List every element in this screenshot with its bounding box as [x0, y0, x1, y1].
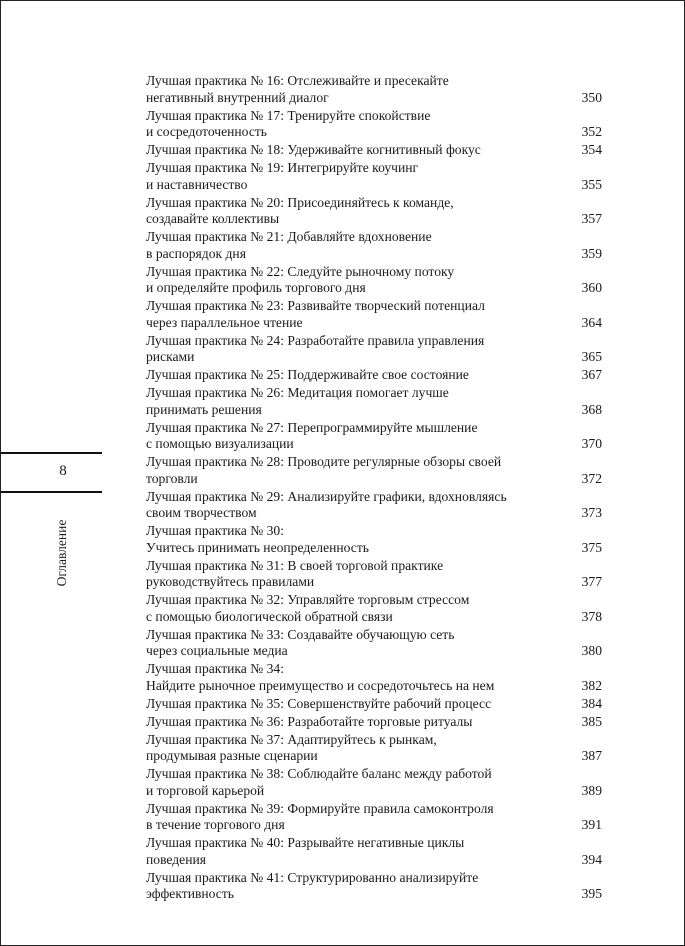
toc-entry-title-line: Лучшая практика № 30: — [146, 523, 284, 538]
toc-entry — [146, 592, 602, 625]
toc-entry — [146, 367, 602, 384]
toc-entry-page-number: 380 — [581, 643, 602, 658]
toc-entry-title-line: Лучшая практика № 26: Медитация помогает лучше — [146, 385, 449, 400]
toc-entry-page-number: 357 — [581, 211, 602, 226]
toc-entry-title — [146, 420, 562, 453]
toc-entry-title — [146, 732, 562, 765]
toc-entry-title-line: с помощью визуализации — [146, 436, 294, 451]
toc-entry-title — [146, 160, 562, 193]
toc-entry-page-number: 391 — [581, 817, 602, 832]
toc-entry-title — [146, 801, 562, 834]
toc-entry-page-number: 370 — [581, 436, 602, 451]
toc-entry-title-line: Лучшая практика № 31: В своей торговой практике — [146, 557, 444, 573]
toc-entry-title-line: рисками — [146, 349, 195, 364]
toc-entry-title-line: Найдите рыночное преимущество и сосредоточьтесь на нем — [146, 677, 495, 693]
toc-entry-title-line: продумывая разные сценарии — [146, 748, 318, 763]
toc-entry-title-line: Лучшая практика № 23: Развивайте творческий потенциал — [146, 298, 485, 313]
toc-entry-page-number: 350 — [581, 89, 602, 105]
toc-entry — [146, 229, 602, 262]
toc-entry-title-line: Лучшая практика № 16: Отслеживайте и пресекайте — [146, 73, 449, 88]
toc-entry-page-number: 352 — [581, 124, 602, 139]
toc-entry-page-number: 382 — [581, 677, 602, 693]
toc-entry-title-line: Лучшая практика № 36: Разработайте торговые ритуалы — [146, 713, 473, 729]
running-title: Оглавление — [54, 519, 69, 587]
toc-entry-page-number: 372 — [581, 470, 602, 486]
toc-entry-title-line: Лучшая практика № 34: — [146, 661, 284, 676]
toc-entry-title — [146, 264, 562, 297]
toc-entry-page-number: 395 — [581, 886, 602, 901]
toc-entry-page-number: 365 — [581, 349, 602, 364]
toc-entry — [146, 142, 602, 159]
toc-entry-title-line: с помощью биологической обратной связи — [146, 608, 393, 624]
toc-entry-title-line: и сосредоточенность — [146, 124, 267, 139]
toc-entry-title — [146, 592, 562, 625]
toc-entry-title — [146, 766, 562, 799]
toc-entry-page-number: 368 — [581, 401, 602, 417]
toc-entry-title-line: принимать решения — [146, 401, 262, 417]
toc-entry — [146, 195, 602, 228]
toc-entry-title-line: в течение торгового дня — [146, 817, 285, 832]
toc-entry — [146, 454, 602, 487]
toc-entry-title-line: Лучшая практика № 33: Создавайте обучающую сеть — [146, 626, 455, 642]
toc-entry-title-line: Лучшая практика № 35: Совершенствуйте рабочий процесс — [146, 695, 492, 711]
toc-entry-title-line: негативный внутренний диалог — [146, 89, 329, 105]
toc-entry-title — [146, 108, 562, 141]
toc-entry-page-number: 384 — [581, 695, 602, 711]
toc-entry-title — [146, 696, 562, 713]
toc-entry-title-line: Учитесь принимать неопределенность — [146, 539, 369, 555]
toc-entry-page-number: 354 — [581, 142, 602, 157]
toc-entry — [146, 627, 602, 660]
toc-entry-title-line: эффективность — [146, 886, 234, 901]
toc-entry-title — [146, 714, 562, 731]
toc-entry-title-line: Лучшая практика № 39: Формируйте правила самоконтроля — [146, 800, 494, 816]
toc-entry-title-line: и торговой карьерой — [146, 782, 265, 798]
toc-entry-title-line: Лучшая практика № 18: Удерживайте когнитивный фокус — [146, 142, 481, 157]
toc-entry-title — [146, 627, 562, 660]
toc-entry-title-line: через параллельное чтение — [146, 314, 303, 330]
toc-entry — [146, 870, 602, 903]
toc-entry-title — [146, 558, 562, 591]
toc-entry-page-number: 364 — [581, 314, 602, 330]
toc-entry-title-line: в распорядок дня — [146, 245, 246, 261]
toc-entry — [146, 333, 602, 366]
toc-entry-title-line: торговли — [146, 470, 198, 486]
toc-entry-title-line: и определяйте профиль торгового дня — [146, 280, 366, 295]
toc-entry — [146, 801, 602, 834]
toc-entry — [146, 696, 602, 713]
toc-entry-title-line: Лучшая практика № 17: Тренируйте спокойствие — [146, 107, 431, 123]
toc-entry-title-line: Лучшая практика № 28: Проводите регулярные обзоры своей — [146, 454, 502, 469]
toc-entry-title-line: руководствуйтесь правилами — [146, 574, 315, 589]
toc-entry-title-line: через социальные медиа — [146, 643, 288, 658]
toc-entry — [146, 523, 602, 556]
toc-entry-title — [146, 142, 562, 159]
toc-entry-title — [146, 229, 562, 262]
toc-entry-title — [146, 333, 562, 366]
toc-entry-page-number: 375 — [581, 539, 602, 555]
toc-entry-page-number: 387 — [581, 748, 602, 763]
toc-entry-title-line: создавайте коллективы — [146, 211, 280, 226]
toc-entry-title-line: и наставничество — [146, 176, 248, 192]
toc-entry-page-number: 360 — [581, 280, 602, 295]
page-number: 8 — [59, 463, 67, 479]
toc-entry-title — [146, 298, 562, 331]
toc-entry-title-line: Лучшая практика № 21: Добавляйте вдохновение — [146, 229, 432, 244]
toc-entry — [146, 160, 602, 193]
toc-entry — [146, 73, 602, 106]
toc-entry-title-line: Лучшая практика № 37: Адаптируйтесь к рынкам, — [146, 731, 437, 747]
toc-entry — [146, 661, 602, 694]
toc-entry-page-number: 373 — [581, 505, 602, 520]
toc-entry-page-number: 389 — [581, 782, 602, 798]
toc-entry-title — [146, 367, 562, 384]
toc-entry-title-line: поведения — [146, 851, 207, 867]
table-of-contents — [146, 73, 602, 904]
toc-entry-title — [146, 835, 562, 868]
toc-entry — [146, 732, 602, 765]
toc-entry-title-line: своим творчеством — [146, 505, 257, 520]
toc-entry-title — [146, 523, 562, 556]
toc-entry-title-line: Лучшая практика № 27: Перепрограммируйте мышление — [146, 419, 478, 435]
toc-entry-title-line: Лучшая практика № 19: Интегрируйте коучинг — [146, 160, 419, 175]
toc-entry — [146, 835, 602, 868]
toc-entry — [146, 108, 602, 141]
toc-entry-page-number: 377 — [581, 574, 602, 589]
toc-entry-page-number: 378 — [581, 608, 602, 624]
toc-entry-page-number: 394 — [581, 851, 602, 867]
toc-entry — [146, 558, 602, 591]
margin-rule-top — [1, 452, 102, 454]
toc-entry-title — [146, 73, 562, 106]
toc-entry — [146, 420, 602, 453]
toc-entry — [146, 298, 602, 331]
toc-entry-title-line: Лучшая практика № 29: Анализируйте графики, вдохновляясь — [146, 488, 507, 504]
toc-entry — [146, 385, 602, 418]
toc-entry-title — [146, 661, 562, 694]
toc-entry — [146, 264, 602, 297]
toc-entry — [146, 489, 602, 522]
toc-entry — [146, 766, 602, 799]
toc-entry-title — [146, 195, 562, 228]
toc-entry-title — [146, 870, 562, 903]
toc-entry-title-line: Лучшая практика № 20: Присоединяйтесь к команде, — [146, 194, 454, 210]
toc-entry-title-line: Лучшая практика № 24: Разработайте правила управления — [146, 332, 485, 348]
toc-entry-title-line: Лучшая практика № 22: Следуйте рыночному потоку — [146, 263, 455, 279]
toc-entry-title — [146, 385, 562, 418]
toc-entry-title-line: Лучшая практика № 25: Поддерживайте свое состояние — [146, 367, 469, 382]
toc-entry-page-number: 359 — [581, 245, 602, 261]
toc-entry-page-number: 385 — [581, 713, 602, 729]
toc-entry-title-line: Лучшая практика № 32: Управляйте торговым стрессом — [146, 592, 470, 607]
toc-entry-page-number: 367 — [581, 367, 602, 382]
toc-entry-title-line: Лучшая практика № 40: Разрывайте негативные циклы — [146, 835, 465, 850]
toc-entry-title-line: Лучшая практика № 38: Соблюдайте баланс между работой — [146, 766, 492, 781]
toc-entry-title-line: Лучшая практика № 41: Структурированно анализируйте — [146, 869, 479, 885]
toc-entry-page-number: 355 — [581, 176, 602, 192]
toc-entry — [146, 714, 602, 731]
toc-entry-title — [146, 489, 562, 522]
margin-rule-bottom — [1, 491, 102, 493]
toc-entry-title — [146, 454, 562, 487]
